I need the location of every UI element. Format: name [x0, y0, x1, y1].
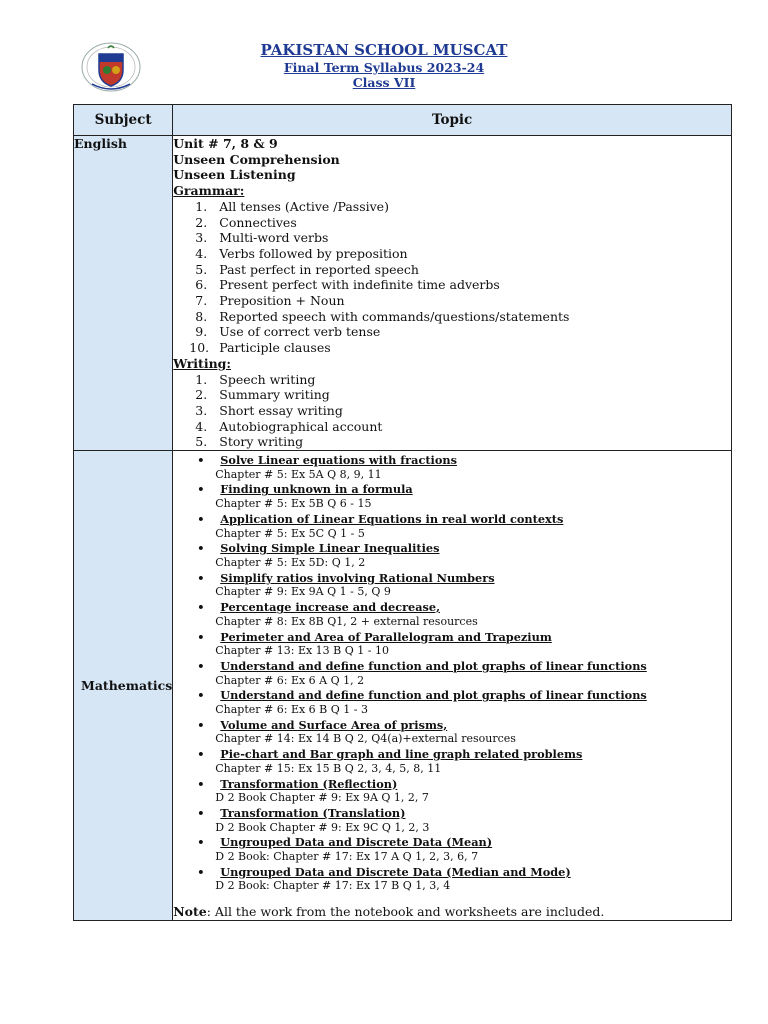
- list-item: • Transformation (Reflection) D 2 Book Chapter # 9: Ex 9A Q 1, 2, 7: [173, 777, 731, 806]
- writing-list: [173, 372, 731, 451]
- list-item: • Simplify ratios involving Rational Numbers Chapter # 9: Ex 9A Q 1 - 5, Q 9: [173, 571, 731, 600]
- english-units: Unit # 7, 8 & 9: [173, 136, 278, 151]
- syllabus-table: [73, 104, 732, 921]
- list-item: • Application of Linear Equations in real world contexts Chapter # 5: Ex 5C Q 1 - 5: [173, 512, 731, 541]
- writing-heading: Writing:: [173, 355, 232, 371]
- list-item: • Volume and Surface Area of prisms, Chapter # 14: Ex 14 B Q 2, Q4(a)+external resources: [173, 718, 731, 747]
- list-item: 7. Preposition + Noun: [195, 293, 345, 309]
- mathematics-subject: Mathematics: [74, 451, 173, 921]
- table-header-row: [74, 105, 732, 136]
- list-item: 4. Autobiographical account: [195, 418, 383, 434]
- english-row: [74, 136, 732, 451]
- list-item: • Ungrouped Data and Discrete Data (Mean) D 2 Book: Chapter # 17: Ex 17 A Q 1, 2, 3, 6, 7: [173, 835, 731, 864]
- list-item: 8. Reported speech with commands/questions/statements: [195, 308, 570, 324]
- english-comprehension: Unseen Comprehension: [173, 151, 340, 167]
- grammar-list: [173, 199, 731, 356]
- document-header: [0, 40, 768, 90]
- list-item: • Solve Linear equations with fractions Chapter # 5: Ex 5A Q 8, 9, 11: [173, 453, 731, 482]
- list-item: • Perimeter and Area of Parallelogram and Trapezium Chapter # 13: Ex 13 B Q 1 - 10: [173, 630, 731, 659]
- list-item: 2. Connectives: [195, 214, 297, 230]
- english-subject: English: [74, 136, 173, 451]
- syllabus-title: Final Term Syllabus 2023-24: [283, 60, 485, 75]
- subject-column-header: Subject: [74, 105, 173, 136]
- english-topics: [173, 136, 732, 451]
- list-item: 2. Summary writing: [195, 387, 330, 403]
- list-item: • Understand and define function and plot graphs of linear functions Chapter # 6: Ex 6 B Q 1 - 3: [173, 688, 731, 717]
- grammar-heading: Grammar:: [173, 183, 245, 199]
- list-item: • Pie-chart and Bar graph and line graph related problems Chapter # 15: Ex 15 B Q 2, 3, 4, 5, 8, 11: [173, 747, 731, 776]
- list-item: 5. Story writing: [195, 434, 304, 450]
- class-title: Class VII: [352, 75, 416, 90]
- list-item: 3. Short essay writing: [195, 402, 343, 418]
- english-listening: Unseen Listening: [173, 167, 296, 183]
- mathematics-row: [74, 451, 732, 921]
- mathematics-list: [173, 451, 731, 894]
- list-item: 9. Use of correct verb tense: [195, 324, 381, 340]
- note: [173, 904, 731, 920]
- list-item: 5. Past perfect in reported speech: [195, 261, 419, 277]
- list-item: • Transformation (Translation) D 2 Book Chapter # 9: Ex 9C Q 1, 2, 3: [173, 806, 731, 835]
- mathematics-topics: [173, 451, 732, 921]
- list-item: 4. Verbs followed by preposition: [195, 245, 408, 261]
- list-item: • Percentage increase and decrease, Chapter # 8: Ex 8B Q1, 2 + external resources: [173, 600, 731, 629]
- list-item: • Finding unknown in a formula Chapter # 5: Ex 5B Q 6 - 15: [173, 482, 731, 511]
- list-item: 6. Present perfect with indefinite time adverbs: [195, 277, 500, 293]
- list-item: • Understand and define function and plot graphs of linear functions Chapter # 6: Ex 6 A Q 1, 2: [173, 659, 731, 688]
- list-item: • Ungrouped Data and Discrete Data (Median and Mode) D 2 Book: Chapter # 17: Ex 17 B Q 1, 3, 4: [173, 865, 731, 894]
- topic-column-header: Topic: [173, 105, 732, 136]
- list-item: 3. Multi-word verbs: [195, 230, 329, 246]
- list-item: 10. Participle clauses: [189, 340, 331, 356]
- note-text: : All the work from the notebook and worksheets are included.: [206, 904, 605, 920]
- school-name: PAKISTAN SCHOOL MUSCAT: [260, 41, 508, 59]
- list-item: • Solving Simple Linear Inequalities Chapter # 5: Ex 5D: Q 1, 2: [173, 541, 731, 570]
- note-label: Note: [173, 904, 207, 920]
- list-item: 1. All tenses (Active /Passive): [195, 198, 389, 214]
- list-item: 1. Speech writing: [195, 371, 316, 387]
